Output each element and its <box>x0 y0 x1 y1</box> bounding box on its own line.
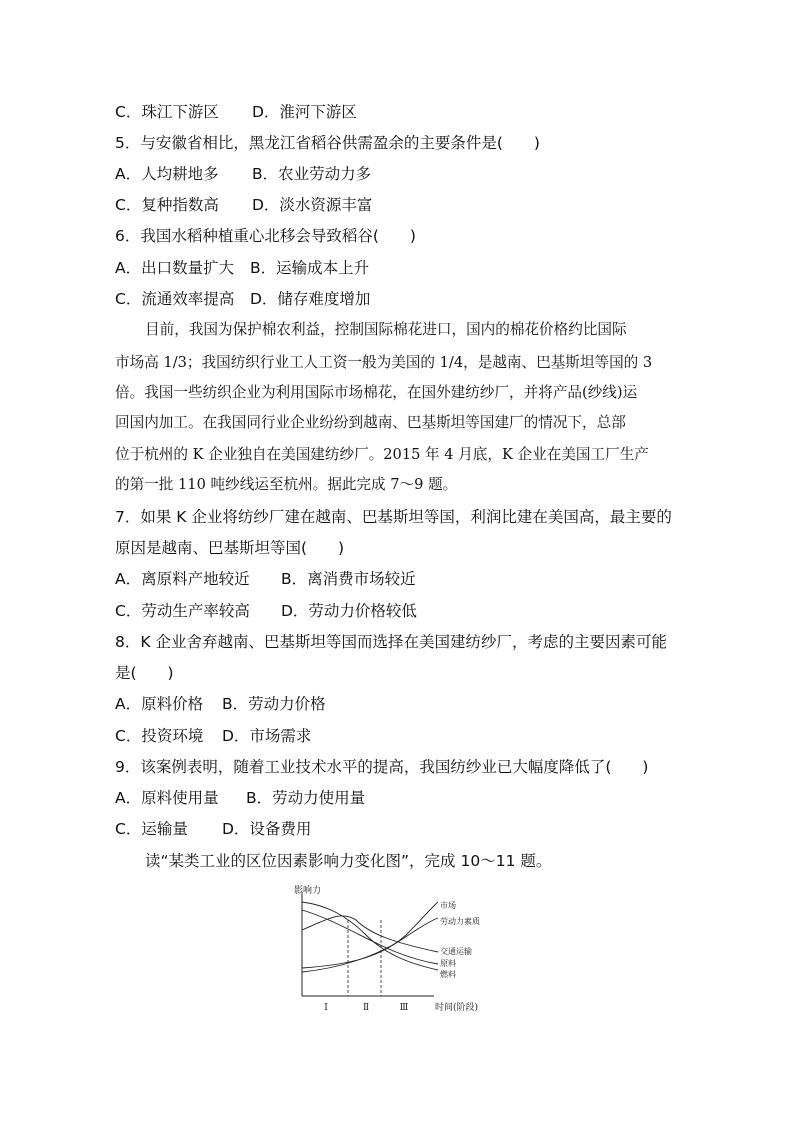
passage-line-5: 位于杭州的 K 企业独自在美国建纺纱厂。2015 年 4 月底，K 企业在美国工厂生产 <box>115 446 649 463</box>
q9-stem: 9．该案例表明，随着工业技术水平的提高，我国纺纱业已大幅度降低了( ) <box>115 758 649 776</box>
q5-option-b: B．农业劳动力多 <box>252 165 372 183</box>
q6-option-a: A．出口数量扩大 <box>115 259 235 277</box>
q7-option-a: A．离原料产地较近 <box>115 570 250 588</box>
q6-option-c: C．流通效率提高 <box>115 290 235 308</box>
q9-option-d: D．设备费用 <box>222 820 312 838</box>
y-axis-label: 影响力 <box>294 886 322 896</box>
q6-option-b: B．运输成本上升 <box>250 259 370 277</box>
q9-option-c: C．运输量 <box>115 820 188 838</box>
series-labels <box>440 900 480 979</box>
q8-option-b: B．劳动力价格 <box>222 695 326 713</box>
series-line-3 <box>302 916 438 952</box>
stage-label-1: Ⅰ <box>324 1003 328 1013</box>
stage-label-2: Ⅱ <box>362 1003 370 1013</box>
passage-line-3: 倍。我国一些纺织企业为利用国际市场棉花，在国外建纺纱厂，并将产品(纱线)运 <box>115 384 638 401</box>
series-label-5: 燃料 <box>440 970 456 979</box>
q9-option-a: A．原料使用量 <box>115 789 219 807</box>
series-lines <box>302 902 438 972</box>
passage-line-6: 的第一批 110 吨纱线运至杭州。据此完成 7～9 题。 <box>115 476 458 493</box>
q8-stem-line-1: 8．K 企业舍弃越南、巴基斯坦等国而选择在美国建纺纱厂，考虑的主要因素可能 <box>115 633 667 651</box>
q8-stem-line-2: 是( ) <box>115 664 174 682</box>
q5-option-a: A．人均耕地多 <box>115 165 219 183</box>
q4-option-d: D．淮河下游区 <box>252 103 357 121</box>
location-factor-influence-chart <box>286 880 496 1020</box>
q8-option-a: A．原料价格 <box>115 695 204 713</box>
series-label-3: 交通运输 <box>440 947 472 956</box>
passage-line-4: 回国内加工。在我国同行业企业纷纷到越南、巴基斯坦等国建厂的情况下，总部 <box>115 414 626 431</box>
q4-option-c: C．珠江下游区 <box>115 103 219 121</box>
q7-option-b: B．离消费市场较近 <box>281 570 416 588</box>
series-label-1: 市场 <box>440 901 456 910</box>
x-axis-label: 时间(阶段) <box>435 1003 479 1013</box>
passage-line-1: 目前，我国为保护棉农利益，控制国际棉花进口，国内的棉花价格约比国际 <box>145 321 627 338</box>
q6-stem: 6．我国水稻种植重心北移会导致稻谷( ) <box>115 227 416 245</box>
series-line-1 <box>302 902 438 968</box>
passage-line-2: 市场高 1/3；我国纺织行业工人工资一般为美国的 1/4，是越南、巴基斯坦等国的 3 <box>115 354 653 371</box>
q7-option-c: C．劳动生产率较高 <box>115 602 250 620</box>
q7-stem-line-1: 7．如果 K 企业将纺纱厂建在越南、巴基斯坦等国，利润比建在美国高，最主要的 <box>115 508 672 526</box>
intro-10-11: 读“某类工业的区位因素影响力变化图”，完成 10～11 题。 <box>145 852 552 870</box>
q7-stem-line-2: 原因是越南、巴基斯坦等国( ) <box>115 539 345 557</box>
stage-labels <box>324 1003 408 1013</box>
stage-label-3: Ⅲ <box>399 1003 409 1013</box>
q5-stem: 5．与安徽省相比，黑龙江省稻谷供需盈余的主要条件是( ) <box>115 134 540 152</box>
q5-option-c: C．复种指数高 <box>115 196 219 214</box>
q7-option-d: D．劳动力价格较低 <box>281 602 417 620</box>
series-label-4: 原料 <box>440 959 456 968</box>
q8-option-c: C．投资环境 <box>115 727 204 745</box>
series-line-2 <box>302 918 438 972</box>
series-label-2: 劳动力素质 <box>440 917 480 926</box>
q8-option-d: D．市场需求 <box>222 727 312 745</box>
q5-option-d: D．淡水资源丰富 <box>252 196 373 214</box>
q6-option-d: D．储存难度增加 <box>250 290 371 308</box>
q9-option-b: B．劳动力使用量 <box>246 789 366 807</box>
